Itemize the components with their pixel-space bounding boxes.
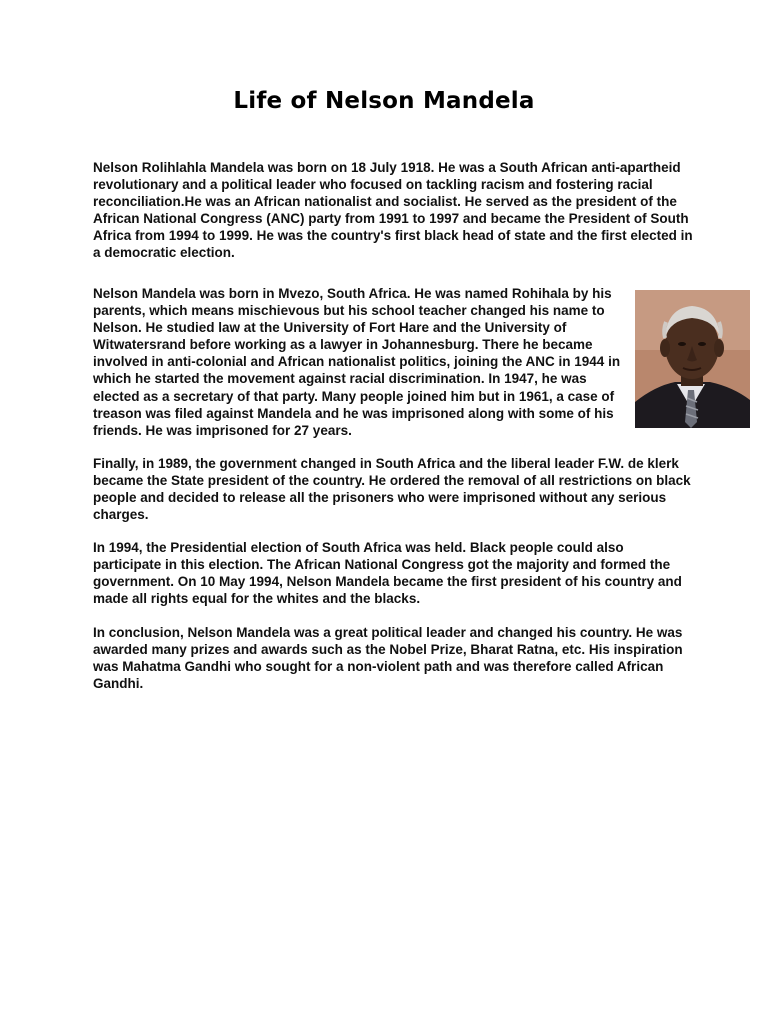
paragraph-election: In 1994, the Presidential election of South Africa was held. Black people could also participate in this election. The African National Congress got the majority and formed the government. On 10 May 1994, Nelson Mandela became the first president of his country and made all rights equal for the whites and the blacks.	[93, 540, 682, 607]
portrait-photo	[635, 290, 750, 428]
paragraph-release: Finally, in 1989, the government changed in South Africa and the liberal leader F.W. de klerk became the State president of the country. He ordered the removal of all restrictions on black people and decided to release all the prisoners who were imprisoned without any serious charges.	[93, 456, 691, 523]
paragraph-early-life: Nelson Mandela was born in Mvezo, South Africa. He was named Rohihala by his parents, which means mischievous but his school teacher changed his name to Nelson. He studied law at the University of Fort Hare and the University of Witwatersrand before working as a lawyer in Johannesburg. There he became involved in anti-colonial and African nationalist politics, joining the ANC in 1944 in which he started the movement against racial discrimination. In 1947, he was elected as a secretary of that party. Many people joined him but in 1961, a case of treason was filed against Mandela and he was imprisoned along with some of his friends. He was imprisoned for 27 years.	[93, 286, 621, 438]
paragraph-conclusion: In conclusion, Nelson Mandela was a great political leader and changed his country. He was awarded many prizes and awards such as the Nobel Prize, Bharat Ratna, etc. His inspiration was Mahatma Gandhi who sought for a non-violent path and was therefore called African Gandhi.	[93, 625, 683, 692]
portrait-photo-graphic	[635, 290, 750, 428]
paragraph-intro: Nelson Rolihlahla Mandela was born on 18 July 1918. He was a South African anti-apartheid revolutionary and a political leader who focused on tackling racism and fostering racial reconciliation.He was an African nationalist and socialist. He served as the president of the African National Congress (ANC) party from 1991 to 1997 and became the President of South Africa from 1994 to 1999. He was the country's first black head of state and the first elected in a democratic election.	[93, 160, 693, 261]
page-title: Life of Nelson Mandela	[233, 88, 535, 114]
